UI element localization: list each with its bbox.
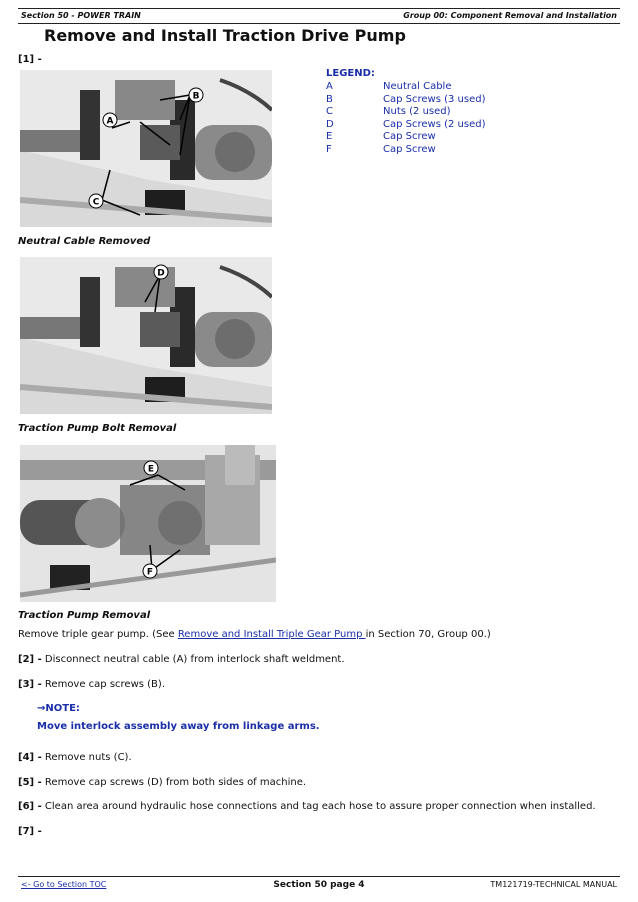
figure-2-caption: Traction Pump Bolt Removal <box>18 423 177 434</box>
legend-item: A Neutral Cable <box>326 81 452 92</box>
triple-gear-pump-link[interactable]: Remove and Install Triple Gear Pump <box>177 629 366 640</box>
manual-id: TM121719-TECHNICAL MANUAL <box>490 880 617 889</box>
step-3: [3] - Remove cap screws (B). <box>18 679 165 690</box>
step-5: [5] - Remove cap screws (D) from both sides of machine. <box>18 777 307 788</box>
svg-text:C: C <box>92 197 100 208</box>
page-title: Remove and Install Traction Drive Pump <box>44 26 406 45</box>
note-label: →NOTE: <box>37 703 80 714</box>
legend-heading: LEGEND: <box>326 68 375 79</box>
callout-e <box>144 461 158 475</box>
callout-a <box>103 113 117 127</box>
svg-text:E: E <box>147 464 155 475</box>
go-to-section-toc-link[interactable]: <- Go to Section TOC <box>21 880 107 889</box>
svg-text:B: B <box>192 91 200 102</box>
step-6: [6] - Clean area around hydraulic hose connections and tag each hose to assure proper connection when installed. <box>18 801 596 812</box>
legend-item: B Cap Screws (3 used) <box>326 93 486 105</box>
legend <box>326 68 486 156</box>
figure-neutral-cable-removed <box>20 70 272 227</box>
legend-item: C Nuts (2 used) <box>326 106 451 117</box>
legend-item: F Cap Screw <box>326 143 436 155</box>
svg-text:D: D <box>157 268 165 279</box>
section-title: Section 50 - POWER TRAIN <box>21 11 141 20</box>
figure-3-caption: Traction Pump Removal <box>18 610 151 621</box>
page-footer <box>18 876 620 893</box>
figure-1-caption: Neutral Cable Removed <box>18 236 151 247</box>
page-number: Section 50 page 4 <box>273 880 365 890</box>
note-text: Move interlock assembly away from linkage arms. <box>37 721 320 732</box>
step-7: [7] - <box>18 826 42 837</box>
figure-traction-pump-bolt-removal <box>20 257 272 414</box>
page-header <box>18 8 620 24</box>
remove-gear-pump-paragraph: Remove triple gear pump. (See Remove and Install Triple Gear Pump in Section 70, Group 00.) <box>18 629 491 640</box>
callout-c <box>89 194 103 208</box>
legend-item: E Cap Screw <box>326 131 436 142</box>
step-4: [4] - Remove nuts (C). <box>18 752 132 763</box>
step-1-number: [1] - <box>18 54 42 65</box>
legend-item: D Cap Screws (2 used) <box>326 118 486 130</box>
callout-f <box>143 564 157 578</box>
group-title: Group 00: Component Removal and Installation <box>403 11 617 20</box>
callout-b <box>189 88 203 102</box>
svg-text:F: F <box>146 567 154 578</box>
svg-text:A: A <box>106 116 114 127</box>
step-2: [2] - Disconnect neutral cable (A) from interlock shaft weldment. <box>18 654 345 665</box>
figure-traction-pump-removal <box>20 445 276 602</box>
callout-d <box>154 265 168 279</box>
